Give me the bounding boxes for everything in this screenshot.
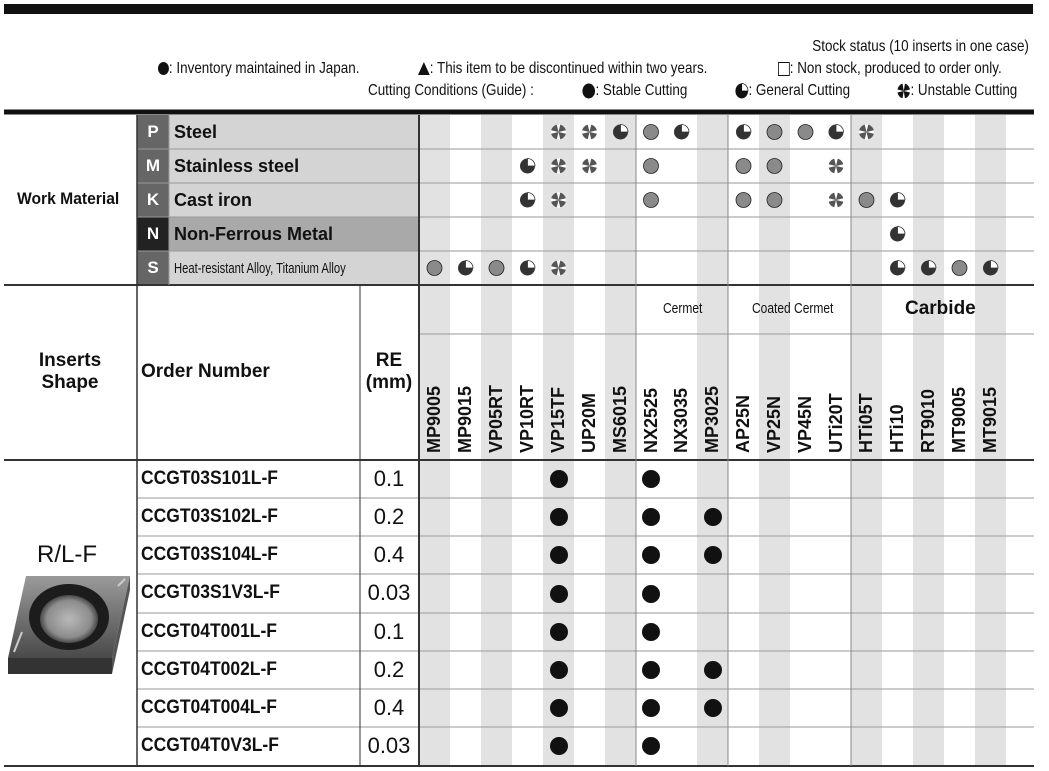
stable-cutting-icon (644, 159, 659, 174)
order-number: CCGT04T001L-F (141, 621, 277, 642)
material-letter-m: M (145, 156, 161, 175)
work-material-title: Work Material (17, 189, 120, 208)
grade-label-mp9015: MP9015 (455, 385, 475, 453)
general-cutting-icon (983, 261, 998, 276)
order-number: CCGT03S102L-F (141, 506, 278, 527)
stock-dot-icon (642, 623, 660, 641)
order-number: CCGT03S101L-F (141, 468, 278, 489)
stable-cutting-icon (736, 159, 751, 174)
general-cutting-icon (890, 227, 905, 242)
stock-dot-icon (704, 699, 722, 717)
stable-cutting-icon (767, 125, 782, 140)
unstable-cutting-icon (829, 193, 844, 208)
stable-cutting-icon (736, 193, 751, 208)
general-cutting-icon (520, 261, 535, 276)
legend-stable: : Stable Cutting (582, 82, 687, 100)
general-cutting-icon (921, 261, 936, 276)
stock-dot-icon (642, 546, 660, 564)
unstable-cutting-icon (829, 159, 844, 174)
material-name: Cast iron (174, 190, 253, 210)
order-number: CCGT03S104L-F (141, 544, 278, 565)
general-cutting-icon (736, 125, 751, 140)
material-name: Heat-resistant Alloy, Titanium Alloy (174, 260, 346, 277)
legend-stock-status: Stock status (10 inserts in one case) (812, 38, 1029, 55)
material-name: Steel (174, 122, 218, 142)
stable-cutting-icon (767, 159, 782, 174)
cermet-group-header: Cermet (663, 300, 703, 317)
grade-label-hti05t: HTi05T (856, 393, 876, 453)
order-number: CCGT04T0V3L-F (141, 735, 279, 756)
unstable-cutting-icon (551, 261, 566, 276)
grade-label-vp10rt: VP10RT (517, 384, 537, 453)
stable-cutting-icon (798, 125, 813, 140)
stable-cutting-icon (644, 125, 659, 140)
grade-label-uti20t: UTi20T (826, 393, 846, 453)
order-number: CCGT03S1V3L-F (141, 582, 280, 603)
unstable-cutting-icon (551, 193, 566, 208)
material-letter-n: N (146, 224, 160, 243)
general-cutting-icon (613, 125, 628, 140)
stock-dot-icon (704, 661, 722, 679)
stock-dot-icon (550, 546, 568, 564)
unstable-cutting-icon (582, 159, 597, 174)
general-cutting-icon (520, 159, 535, 174)
material-name: Non-Ferrous Metal (174, 224, 334, 244)
coated-cermet-group-header: Coated Cermet (752, 300, 834, 317)
material-letter-p: P (147, 122, 159, 141)
grade-label-up20m: UP20M (579, 392, 599, 453)
legend-discontinued: : This item to be discontinued within two years. (418, 60, 707, 78)
grade-label-nx3035: NX3035 (671, 387, 691, 453)
carbide-group-header: Carbide (905, 298, 976, 319)
stable-cutting-icon (767, 193, 782, 208)
re-value: 0.2 (373, 504, 405, 529)
unstable-cutting-icon (582, 125, 597, 140)
grade-label-ms6015: MS6015 (610, 385, 630, 453)
stock-dot-icon (550, 661, 568, 679)
stock-dot-icon (642, 737, 660, 755)
grade-label-ap25n: AP25N (733, 394, 753, 453)
unstable-cutting-icon (859, 125, 874, 140)
grade-label-mp3025: MP3025 (702, 385, 722, 453)
stock-dot-icon (704, 508, 722, 526)
stock-dot-icon (642, 585, 660, 603)
material-letter-k: K (146, 190, 160, 209)
legend-general: : General Cutting (735, 82, 850, 100)
re-value: 0.4 (373, 695, 405, 720)
stock-dot-icon (642, 470, 660, 488)
stock-dot-icon (550, 585, 568, 603)
stable-cutting-icon (952, 261, 967, 276)
general-cutting-icon (890, 193, 905, 208)
general-cutting-icon (520, 193, 535, 208)
stock-dot-icon (550, 623, 568, 641)
stable-cutting-icon (489, 261, 504, 276)
general-cutting-icon (829, 125, 844, 140)
order-number-header: Order Number (141, 361, 270, 382)
legend-cutting-label: Cutting Conditions (Guide) : (368, 82, 534, 99)
stable-cutting-icon (427, 261, 442, 276)
grade-label-mp9005: MP9005 (424, 385, 444, 453)
re-value: 0.4 (373, 542, 405, 567)
general-cutting-icon (890, 261, 905, 276)
order-number: CCGT04T002L-F (141, 659, 277, 680)
grade-label-mt9005: MT9005 (949, 386, 969, 453)
stable-cutting-icon (644, 193, 659, 208)
re-value: 0.1 (373, 619, 405, 644)
re-value: 0.1 (373, 466, 405, 491)
grade-label-mt9015: MT9015 (980, 386, 1000, 453)
re-header: RE (mm) (365, 350, 413, 393)
stable-cutting-icon (859, 193, 874, 208)
general-cutting-icon (458, 261, 473, 276)
grade-label-rt9010: RT9010 (918, 388, 938, 453)
grade-label-hti10: HTi10 (887, 404, 907, 453)
unstable-cutting-icon (551, 159, 566, 174)
stock-dot-icon (550, 508, 568, 526)
stock-dot-icon (642, 699, 660, 717)
grade-label-vp25n: VP25N (764, 395, 784, 453)
stock-dot-icon (550, 737, 568, 755)
material-name: Stainless steel (174, 156, 300, 176)
legend-unstable: : Unstable Cutting (897, 82, 1017, 100)
grade-label-vp45n: VP45N (795, 395, 815, 453)
stock-dot-icon (642, 508, 660, 526)
material-letter-s: S (147, 258, 159, 277)
general-cutting-icon (674, 125, 689, 140)
grade-label-vp05rt: VP05RT (486, 384, 506, 453)
unstable-cutting-icon (551, 125, 566, 140)
re-value: 0.2 (373, 657, 405, 682)
stock-dot-icon (550, 699, 568, 717)
order-number: CCGT04T004L-F (141, 697, 277, 718)
stock-dot-icon (550, 470, 568, 488)
grade-label-nx2525: NX2525 (641, 387, 661, 453)
stock-dot-icon (642, 661, 660, 679)
grade-label-vp15tf: VP15TF (548, 386, 568, 453)
insert-shape-label: R/L-F (37, 541, 97, 568)
ccgt-insert-icon (8, 576, 134, 678)
legend-inventory: : Inventory maintained in Japan. (158, 60, 359, 78)
re-value: 0.03 (367, 580, 411, 605)
stock-dot-icon (704, 546, 722, 564)
re-value: 0.03 (367, 733, 411, 758)
legend-non-stock: : Non stock, produced to order only. (778, 60, 1002, 78)
inserts-shape-header: Inserts Shape (38, 350, 102, 393)
